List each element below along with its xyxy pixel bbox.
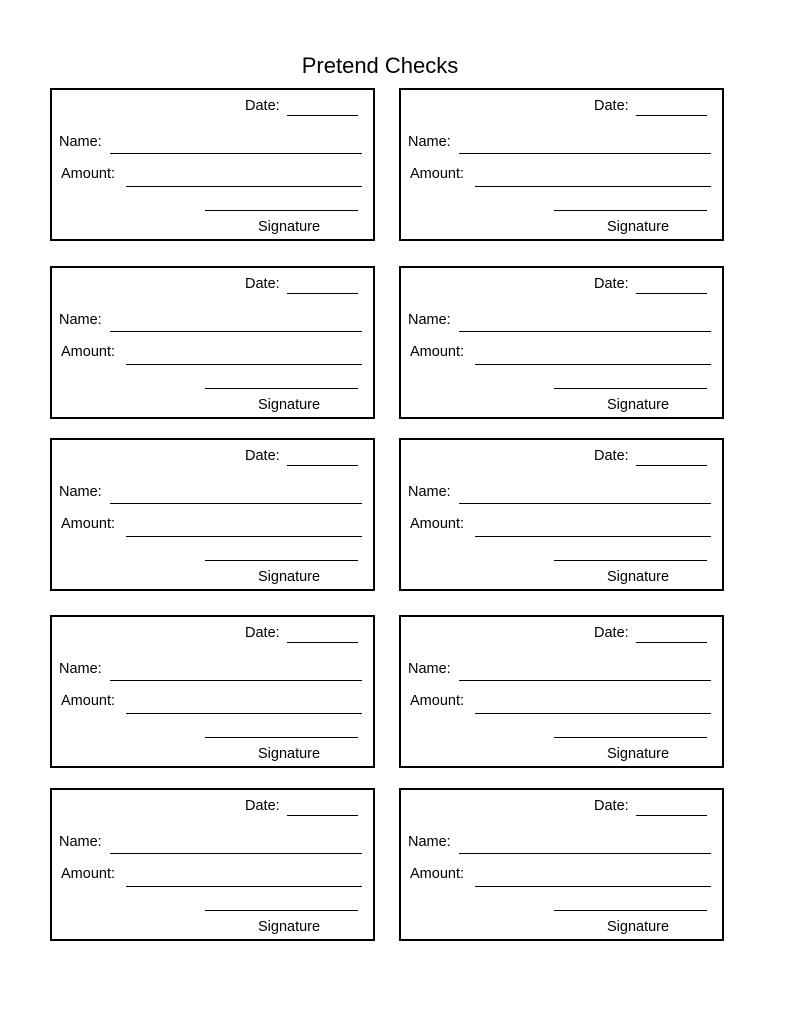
amount-label: Amount: [410,166,464,182]
name-line[interactable] [459,153,711,154]
date-line[interactable] [287,293,358,294]
pretend-check-7 [50,615,375,768]
date-line[interactable] [287,815,358,816]
amount-line[interactable] [126,186,362,187]
pretend-check-2 [399,88,724,241]
date-label: Date: [245,798,280,814]
signature-line[interactable] [554,388,707,389]
name-line[interactable] [110,503,362,504]
amount-line[interactable] [475,186,711,187]
signature-label: Signature [258,397,321,413]
date-label: Date: [245,276,280,292]
signature-label: Signature [607,919,670,935]
name-label: Name: [408,312,451,328]
name-line[interactable] [110,680,362,681]
signature-line[interactable] [554,210,707,211]
amount-label: Amount: [61,866,115,882]
date-line[interactable] [287,115,358,116]
amount-line[interactable] [126,886,362,887]
pretend-check-9 [50,788,375,941]
signature-label: Signature [258,746,321,762]
name-label: Name: [59,312,102,328]
amount-line[interactable] [126,713,362,714]
signature-line[interactable] [554,737,707,738]
amount-label: Amount: [61,344,115,360]
date-label: Date: [594,448,629,464]
name-line[interactable] [459,853,711,854]
signature-line[interactable] [205,737,358,738]
name-line[interactable] [110,331,362,332]
date-label: Date: [594,98,629,114]
date-line[interactable] [636,115,707,116]
pretend-check-6 [399,438,724,591]
amount-label: Amount: [61,166,115,182]
name-label: Name: [408,834,451,850]
date-label: Date: [594,798,629,814]
amount-line[interactable] [126,364,362,365]
signature-line[interactable] [205,210,358,211]
amount-label: Amount: [61,516,115,532]
date-label: Date: [594,625,629,641]
pretend-check-4 [399,266,724,419]
name-label: Name: [59,661,102,677]
name-label: Name: [408,134,451,150]
pretend-check-8 [399,615,724,768]
name-label: Name: [408,661,451,677]
name-label: Name: [59,134,102,150]
amount-label: Amount: [410,693,464,709]
name-line[interactable] [459,331,711,332]
pretend-check-3 [50,266,375,419]
signature-label: Signature [607,397,670,413]
pretend-check-5 [50,438,375,591]
date-label: Date: [245,625,280,641]
amount-label: Amount: [61,693,115,709]
name-label: Name: [59,484,102,500]
date-line[interactable] [636,293,707,294]
date-line[interactable] [287,465,358,466]
amount-label: Amount: [410,866,464,882]
signature-line[interactable] [554,910,707,911]
signature-line[interactable] [205,388,358,389]
amount-label: Amount: [410,516,464,532]
date-label: Date: [245,448,280,464]
amount-line[interactable] [126,536,362,537]
name-line[interactable] [459,680,711,681]
signature-label: Signature [258,919,321,935]
signature-line[interactable] [554,560,707,561]
name-line[interactable] [459,503,711,504]
date-label: Date: [245,98,280,114]
date-line[interactable] [636,465,707,466]
amount-line[interactable] [475,364,711,365]
name-line[interactable] [110,153,362,154]
date-line[interactable] [287,642,358,643]
pretend-check-1 [50,88,375,241]
amount-line[interactable] [475,536,711,537]
signature-label: Signature [258,569,321,585]
date-line[interactable] [636,815,707,816]
amount-label: Amount: [410,344,464,360]
signature-label: Signature [607,219,670,235]
signature-label: Signature [607,569,670,585]
signature-label: Signature [607,746,670,762]
signature-line[interactable] [205,910,358,911]
page-title: Pretend Checks [301,53,459,78]
date-line[interactable] [636,642,707,643]
date-label: Date: [594,276,629,292]
signature-line[interactable] [205,560,358,561]
name-line[interactable] [110,853,362,854]
name-label: Name: [59,834,102,850]
name-label: Name: [408,484,451,500]
signature-label: Signature [258,219,321,235]
amount-line[interactable] [475,886,711,887]
pretend-check-10 [399,788,724,941]
amount-line[interactable] [475,713,711,714]
